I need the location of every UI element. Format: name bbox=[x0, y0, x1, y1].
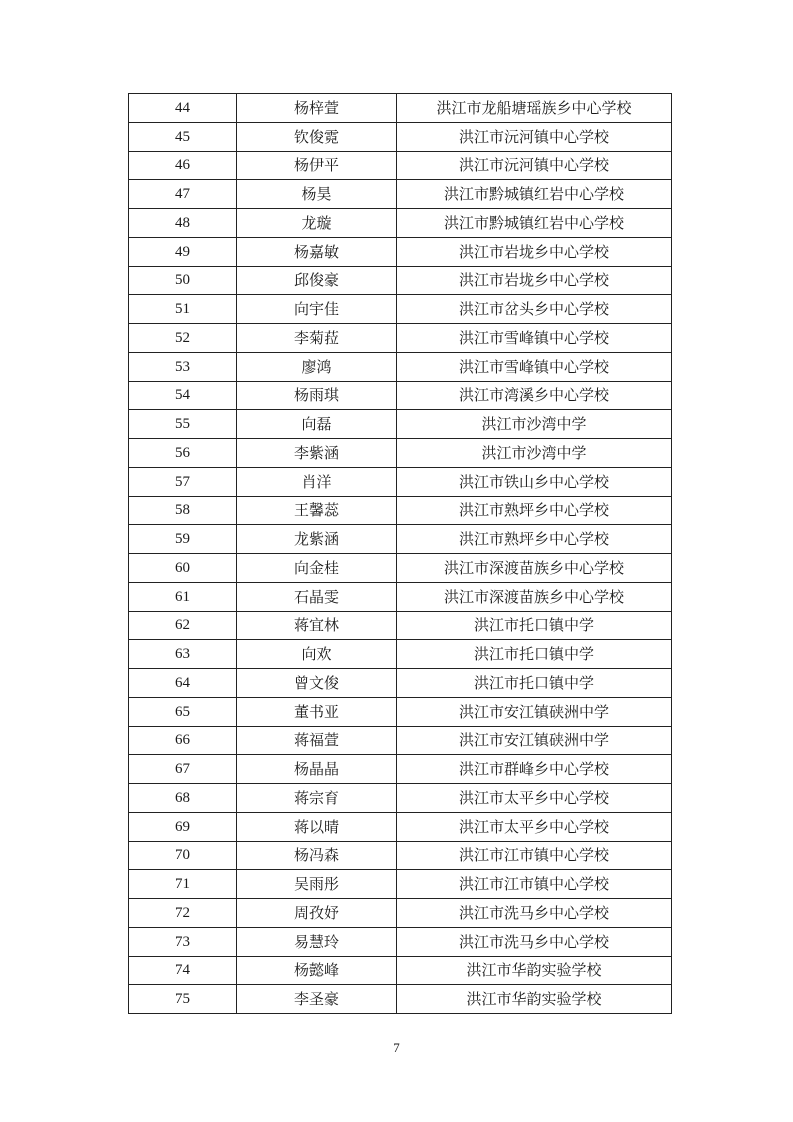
school-name-cell: 洪江市安江镇硖洲中学 bbox=[397, 697, 672, 726]
row-number-cell: 57 bbox=[129, 467, 237, 496]
student-name-cell: 董书亚 bbox=[237, 697, 397, 726]
school-name-cell: 洪江市太平乡中心学校 bbox=[397, 812, 672, 841]
row-number-cell: 46 bbox=[129, 151, 237, 180]
table-row bbox=[129, 209, 672, 238]
row-number-cell: 60 bbox=[129, 554, 237, 583]
table-row bbox=[129, 755, 672, 784]
row-number-cell: 63 bbox=[129, 640, 237, 669]
roster-table-body bbox=[129, 94, 672, 1014]
school-name-cell: 洪江市沙湾中学 bbox=[397, 410, 672, 439]
student-name-cell: 廖鸿 bbox=[237, 352, 397, 381]
school-name-cell: 洪江市雪峰镇中心学校 bbox=[397, 352, 672, 381]
school-name-cell: 洪江市太平乡中心学校 bbox=[397, 784, 672, 813]
student-name-cell: 杨嘉敏 bbox=[237, 237, 397, 266]
student-name-cell: 杨梓萱 bbox=[237, 94, 397, 123]
student-name-cell: 蒋以晴 bbox=[237, 812, 397, 841]
table-row bbox=[129, 812, 672, 841]
row-number-cell: 69 bbox=[129, 812, 237, 841]
row-number-cell: 56 bbox=[129, 439, 237, 468]
student-name-cell: 杨冯森 bbox=[237, 841, 397, 870]
table-row bbox=[129, 467, 672, 496]
school-name-cell: 洪江市沅河镇中心学校 bbox=[397, 151, 672, 180]
student-name-cell: 王馨蕊 bbox=[237, 496, 397, 525]
student-name-cell: 向磊 bbox=[237, 410, 397, 439]
school-name-cell: 洪江市岩垅乡中心学校 bbox=[397, 237, 672, 266]
school-name-cell: 洪江市湾溪乡中心学校 bbox=[397, 381, 672, 410]
table-row bbox=[129, 640, 672, 669]
table-row bbox=[129, 496, 672, 525]
table-row bbox=[129, 956, 672, 985]
student-name-cell: 蒋福萱 bbox=[237, 726, 397, 755]
student-name-cell: 李菊菈 bbox=[237, 324, 397, 353]
page-number: 7 bbox=[393, 1040, 400, 1055]
row-number-cell: 71 bbox=[129, 870, 237, 899]
school-name-cell: 洪江市托口镇中学 bbox=[397, 669, 672, 698]
row-number-cell: 50 bbox=[129, 266, 237, 295]
student-name-cell: 杨晶晶 bbox=[237, 755, 397, 784]
row-number-cell: 52 bbox=[129, 324, 237, 353]
row-number-cell: 67 bbox=[129, 755, 237, 784]
row-number-cell: 61 bbox=[129, 582, 237, 611]
row-number-cell: 75 bbox=[129, 985, 237, 1014]
row-number-cell: 65 bbox=[129, 697, 237, 726]
school-name-cell: 洪江市华韵实验学校 bbox=[397, 985, 672, 1014]
row-number-cell: 48 bbox=[129, 209, 237, 238]
table-row bbox=[129, 439, 672, 468]
school-name-cell: 洪江市熟坪乡中心学校 bbox=[397, 525, 672, 554]
table-row bbox=[129, 870, 672, 899]
student-name-cell: 向金桂 bbox=[237, 554, 397, 583]
table-row bbox=[129, 237, 672, 266]
school-name-cell: 洪江市华韵实验学校 bbox=[397, 956, 672, 985]
table-row bbox=[129, 582, 672, 611]
row-number-cell: 54 bbox=[129, 381, 237, 410]
school-name-cell: 洪江市托口镇中学 bbox=[397, 640, 672, 669]
school-name-cell: 洪江市黔城镇红岩中心学校 bbox=[397, 209, 672, 238]
student-name-cell: 李紫涵 bbox=[237, 439, 397, 468]
table-row bbox=[129, 899, 672, 928]
row-number-cell: 49 bbox=[129, 237, 237, 266]
school-name-cell: 洪江市深渡苗族乡中心学校 bbox=[397, 582, 672, 611]
student-name-cell: 邱俊豪 bbox=[237, 266, 397, 295]
table-row bbox=[129, 295, 672, 324]
school-name-cell: 洪江市安江镇硖洲中学 bbox=[397, 726, 672, 755]
school-name-cell: 洪江市岩垅乡中心学校 bbox=[397, 266, 672, 295]
student-name-cell: 龙紫涵 bbox=[237, 525, 397, 554]
school-name-cell: 洪江市熟坪乡中心学校 bbox=[397, 496, 672, 525]
school-name-cell: 洪江市沅河镇中心学校 bbox=[397, 122, 672, 151]
student-roster-table bbox=[128, 93, 672, 1014]
table-row bbox=[129, 841, 672, 870]
row-number-cell: 64 bbox=[129, 669, 237, 698]
row-number-cell: 72 bbox=[129, 899, 237, 928]
student-name-cell: 杨雨琪 bbox=[237, 381, 397, 410]
table-row bbox=[129, 324, 672, 353]
school-name-cell: 洪江市铁山乡中心学校 bbox=[397, 467, 672, 496]
student-name-cell: 向宇佳 bbox=[237, 295, 397, 324]
table-row bbox=[129, 381, 672, 410]
school-name-cell: 洪江市江市镇中心学校 bbox=[397, 841, 672, 870]
row-number-cell: 74 bbox=[129, 956, 237, 985]
student-name-cell: 易慧玲 bbox=[237, 927, 397, 956]
student-name-cell: 蒋宗育 bbox=[237, 784, 397, 813]
student-name-cell: 曾文俊 bbox=[237, 669, 397, 698]
school-name-cell: 洪江市江市镇中心学校 bbox=[397, 870, 672, 899]
student-name-cell: 周孜妤 bbox=[237, 899, 397, 928]
student-name-cell: 龙璇 bbox=[237, 209, 397, 238]
school-name-cell: 洪江市洗马乡中心学校 bbox=[397, 927, 672, 956]
row-number-cell: 51 bbox=[129, 295, 237, 324]
school-name-cell: 洪江市龙船塘瑶族乡中心学校 bbox=[397, 94, 672, 123]
school-name-cell: 洪江市岔头乡中心学校 bbox=[397, 295, 672, 324]
row-number-cell: 73 bbox=[129, 927, 237, 956]
row-number-cell: 45 bbox=[129, 122, 237, 151]
table-row bbox=[129, 985, 672, 1014]
row-number-cell: 47 bbox=[129, 180, 237, 209]
row-number-cell: 53 bbox=[129, 352, 237, 381]
table-row bbox=[129, 266, 672, 295]
student-name-cell: 石晶雯 bbox=[237, 582, 397, 611]
row-number-cell: 66 bbox=[129, 726, 237, 755]
school-name-cell: 洪江市黔城镇红岩中心学校 bbox=[397, 180, 672, 209]
row-number-cell: 58 bbox=[129, 496, 237, 525]
row-number-cell: 62 bbox=[129, 611, 237, 640]
row-number-cell: 44 bbox=[129, 94, 237, 123]
row-number-cell: 70 bbox=[129, 841, 237, 870]
table-row bbox=[129, 784, 672, 813]
school-name-cell: 洪江市群峰乡中心学校 bbox=[397, 755, 672, 784]
table-row bbox=[129, 611, 672, 640]
student-name-cell: 肖洋 bbox=[237, 467, 397, 496]
table-row bbox=[129, 525, 672, 554]
table-row bbox=[129, 726, 672, 755]
school-name-cell: 洪江市雪峰镇中心学校 bbox=[397, 324, 672, 353]
school-name-cell: 洪江市托口镇中学 bbox=[397, 611, 672, 640]
row-number-cell: 68 bbox=[129, 784, 237, 813]
school-name-cell: 洪江市洗马乡中心学校 bbox=[397, 899, 672, 928]
student-name-cell: 杨伊平 bbox=[237, 151, 397, 180]
student-name-cell: 杨懿峰 bbox=[237, 956, 397, 985]
table-row bbox=[129, 669, 672, 698]
table-row bbox=[129, 122, 672, 151]
student-name-cell: 吴雨彤 bbox=[237, 870, 397, 899]
student-name-cell: 杨昊 bbox=[237, 180, 397, 209]
table-row bbox=[129, 554, 672, 583]
table-row bbox=[129, 927, 672, 956]
student-name-cell: 蒋宜林 bbox=[237, 611, 397, 640]
table-row bbox=[129, 94, 672, 123]
row-number-cell: 59 bbox=[129, 525, 237, 554]
school-name-cell: 洪江市沙湾中学 bbox=[397, 439, 672, 468]
student-name-cell: 李圣豪 bbox=[237, 985, 397, 1014]
table-row bbox=[129, 697, 672, 726]
table-row bbox=[129, 410, 672, 439]
table-row bbox=[129, 151, 672, 180]
student-name-cell: 向欢 bbox=[237, 640, 397, 669]
table-row bbox=[129, 180, 672, 209]
student-name-cell: 钦俊霓 bbox=[237, 122, 397, 151]
table-row bbox=[129, 352, 672, 381]
school-name-cell: 洪江市深渡苗族乡中心学校 bbox=[397, 554, 672, 583]
row-number-cell: 55 bbox=[129, 410, 237, 439]
